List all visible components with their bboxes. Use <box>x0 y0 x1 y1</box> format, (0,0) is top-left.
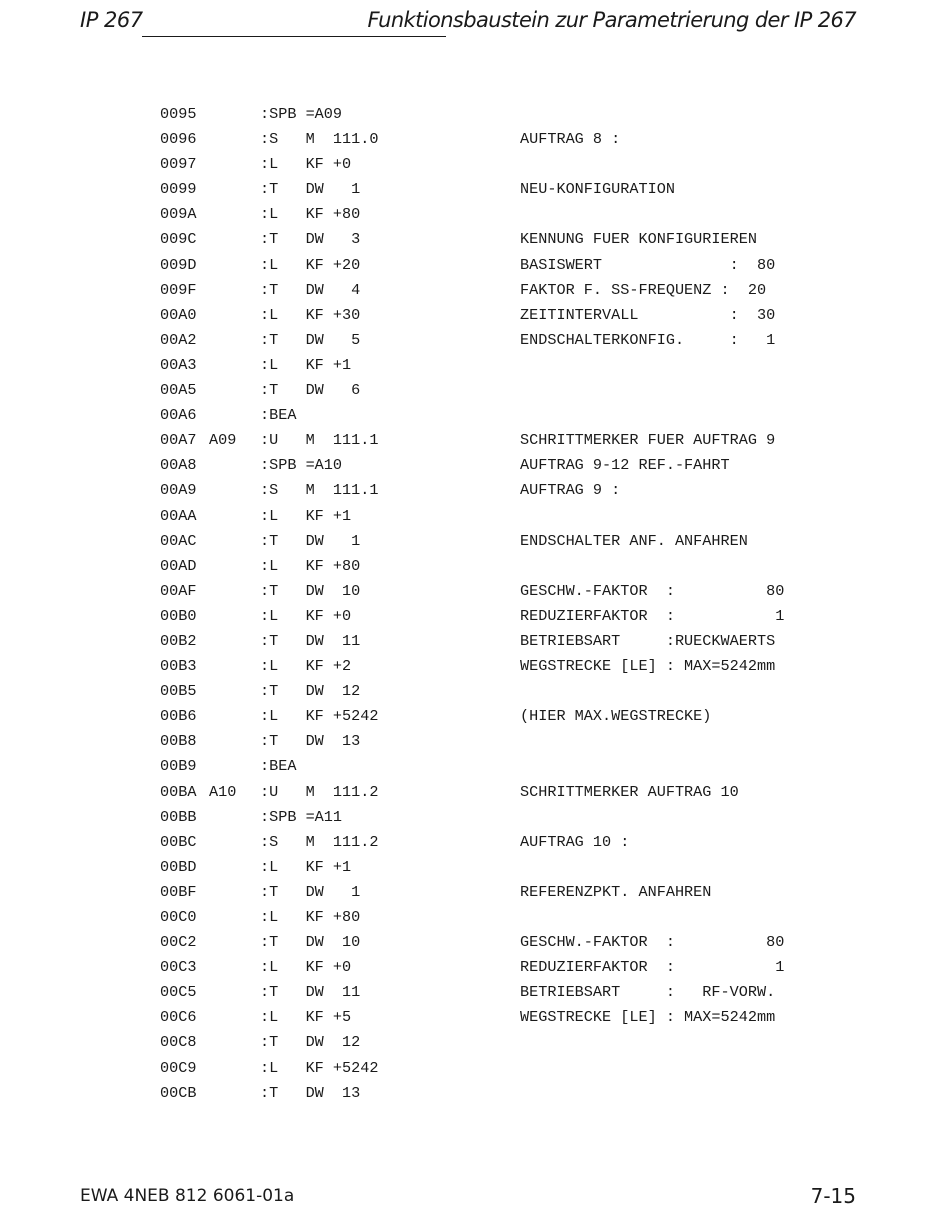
line-comment: WEGSTRECKE [LE] : MAX=5242mm <box>520 657 776 676</box>
line-comment: AUFTRAG 9-12 REF.-FAHRT <box>520 456 730 475</box>
code-line <box>160 754 860 779</box>
line-comment: BETRIEBSART : RF-VORW. <box>520 983 776 1002</box>
code-line <box>160 780 860 805</box>
line-address: 00AD <box>160 556 197 575</box>
line-address: 00BB <box>160 807 197 826</box>
line-address: 0097 <box>160 155 197 174</box>
line-instruction: :T DW 1 <box>260 531 361 550</box>
line-comment: KENNUNG FUER KONFIGURIEREN <box>520 230 757 249</box>
line-address: 00BD <box>160 857 197 876</box>
line-instruction: :L KF +30 <box>260 305 361 324</box>
line-instruction: :T DW 5 <box>260 330 361 349</box>
code-line <box>160 729 860 754</box>
line-label: A09 <box>209 431 237 450</box>
line-address: 00A2 <box>160 330 197 349</box>
line-address: 00BF <box>160 882 197 901</box>
header-title: Funktionsbaustein zur Parametrierung der IP 267 <box>367 8 856 32</box>
code-line <box>160 127 860 152</box>
code-line <box>160 905 860 930</box>
line-address: 00AC <box>160 531 197 550</box>
header-rule <box>142 36 446 37</box>
line-comment: REFERENZPKT. ANFAHREN <box>520 882 712 901</box>
line-instruction: :T DW 11 <box>260 631 361 650</box>
line-comment: NEU-KONFIGURATION <box>520 180 675 199</box>
line-instruction: :L KF +5 <box>260 1008 352 1027</box>
page-header <box>80 8 856 38</box>
line-instruction: :T DW 11 <box>260 983 361 1002</box>
line-instruction: :S M 111.2 <box>260 832 379 851</box>
code-line <box>160 177 860 202</box>
line-comment: ENDSCHALTERKONFIG. : 1 <box>520 330 776 349</box>
code-line <box>160 830 860 855</box>
line-instruction: :L KF +5242 <box>260 707 379 726</box>
footer-document-number: EWA 4NEB 812 6061-01a <box>80 1186 295 1206</box>
line-instruction: :T DW 13 <box>260 1083 361 1102</box>
code-line <box>160 654 860 679</box>
code-line <box>160 152 860 177</box>
line-comment: ENDSCHALTER ANF. ANFAHREN <box>520 531 748 550</box>
line-comment: ZEITINTERVALL : 30 <box>520 305 776 324</box>
code-line <box>160 629 860 654</box>
code-line <box>160 478 860 503</box>
line-address: 0095 <box>160 105 197 123</box>
code-line <box>160 805 860 830</box>
code-line <box>160 1005 860 1030</box>
line-instruction: :L KF +20 <box>260 255 361 274</box>
line-address: 00BC <box>160 832 197 851</box>
line-address: 00C9 <box>160 1058 197 1077</box>
code-line <box>160 504 860 529</box>
line-instruction: :SPB =A11 <box>260 807 343 826</box>
header-product-name: IP 267 <box>80 8 143 32</box>
code-line <box>160 202 860 227</box>
line-instruction: :T DW 3 <box>260 230 361 249</box>
code-line <box>160 704 860 729</box>
line-address: 00AF <box>160 581 197 600</box>
line-instruction: :U M 111.2 <box>260 782 379 801</box>
code-line <box>160 554 860 579</box>
line-address: 0099 <box>160 180 197 199</box>
code-line <box>160 955 860 980</box>
line-instruction: :T DW 4 <box>260 280 361 299</box>
code-line <box>160 453 860 478</box>
line-comment: REDUZIERFAKTOR : 1 <box>520 958 785 977</box>
line-address: 00C5 <box>160 983 197 1002</box>
line-comment: AUFTRAG 8 : <box>520 130 621 149</box>
line-instruction: :L KF +1 <box>260 506 352 525</box>
line-instruction: :T DW 10 <box>260 581 361 600</box>
line-comment: AUFTRAG 9 : <box>520 481 621 500</box>
line-comment: REDUZIERFAKTOR : 1 <box>520 606 785 625</box>
code-line <box>160 604 860 629</box>
line-address: 00A8 <box>160 456 197 475</box>
code-line <box>160 227 860 252</box>
code-line <box>160 1081 860 1106</box>
line-comment: (HIER MAX.WEGSTRECKE) <box>520 707 712 726</box>
line-address: 009A <box>160 205 197 224</box>
line-address: 00A3 <box>160 355 197 374</box>
line-instruction: :L KF +0 <box>260 606 352 625</box>
line-address: 00A5 <box>160 381 197 400</box>
line-address: 009C <box>160 230 197 249</box>
footer-page-number: 7-15 <box>810 1184 856 1208</box>
line-instruction: :T DW 12 <box>260 682 361 701</box>
line-instruction: :L KF +0 <box>260 958 352 977</box>
code-line <box>160 353 860 378</box>
line-comment: BASISWERT : 80 <box>520 255 776 274</box>
line-comment: GESCHW.-FAKTOR : 80 <box>520 933 785 952</box>
line-instruction: :T DW 10 <box>260 933 361 952</box>
code-line <box>160 980 860 1005</box>
code-line <box>160 102 860 127</box>
line-address: 00C8 <box>160 1033 197 1052</box>
line-comment: AUFTRAG 10 : <box>520 832 630 851</box>
line-instruction: :L KF +80 <box>260 205 361 224</box>
line-instruction: :T DW 13 <box>260 732 361 751</box>
line-address: 00C0 <box>160 908 197 926</box>
line-instruction: :BEA <box>260 757 297 776</box>
code-line <box>160 930 860 955</box>
line-address: 00C2 <box>160 933 197 952</box>
line-address: 00A9 <box>160 481 197 500</box>
line-instruction: :L KF +80 <box>260 908 361 926</box>
line-instruction: :S M 111.0 <box>260 130 379 149</box>
line-instruction: :T DW 12 <box>260 1033 361 1052</box>
line-instruction: :BEA <box>260 406 297 425</box>
code-line <box>160 1030 860 1055</box>
line-instruction: :S M 111.1 <box>260 481 379 500</box>
line-address: 00A7 <box>160 431 197 450</box>
line-address: 00B6 <box>160 707 197 726</box>
line-address: 009F <box>160 280 197 299</box>
line-comment: GESCHW.-FAKTOR : 80 <box>520 581 785 600</box>
code-line <box>160 278 860 303</box>
line-comment: SCHRITTMERKER FUER AUFTRAG 9 <box>520 431 776 450</box>
code-line <box>160 428 860 453</box>
code-line <box>160 679 860 704</box>
line-instruction: :T DW 6 <box>260 381 361 400</box>
line-address: 00A0 <box>160 305 197 324</box>
line-address: 00B2 <box>160 631 197 650</box>
line-instruction: :SPB =A10 <box>260 456 343 475</box>
line-address: 0096 <box>160 130 197 149</box>
line-address: 009D <box>160 255 197 274</box>
line-comment: FAKTOR F. SS-FREQUENZ : 20 <box>520 280 767 299</box>
line-address: 00B9 <box>160 757 197 776</box>
code-line <box>160 880 860 905</box>
line-instruction: :L KF +5242 <box>260 1058 379 1077</box>
code-line <box>160 303 860 328</box>
line-instruction: :L KF +1 <box>260 857 352 876</box>
line-address: 00BA <box>160 782 197 801</box>
line-instruction: :T DW 1 <box>260 882 361 901</box>
line-address: 00B3 <box>160 657 197 676</box>
line-address: 00A6 <box>160 406 197 425</box>
line-address: 00B5 <box>160 682 197 701</box>
code-line <box>160 1056 860 1081</box>
code-line <box>160 403 860 428</box>
code-line <box>160 855 860 880</box>
line-instruction: :L KF +80 <box>260 556 361 575</box>
line-address: 00AA <box>160 506 197 525</box>
code-listing <box>160 102 860 1106</box>
code-line <box>160 328 860 353</box>
line-address: 00CB <box>160 1083 197 1102</box>
line-instruction: :L KF +0 <box>260 155 352 174</box>
code-line <box>160 378 860 403</box>
code-line <box>160 529 860 554</box>
line-instruction: :L KF +1 <box>260 355 352 374</box>
line-comment: SCHRITTMERKER AUFTRAG 10 <box>520 782 739 801</box>
line-instruction: :L KF +2 <box>260 657 352 676</box>
line-instruction: :U M 111.1 <box>260 431 379 450</box>
line-instruction: :T DW 1 <box>260 180 361 199</box>
line-label: A10 <box>209 782 237 801</box>
line-comment: WEGSTRECKE [LE] : MAX=5242mm <box>520 1008 776 1027</box>
line-instruction: :SPB =A09 <box>260 105 343 123</box>
line-address: 00C3 <box>160 958 197 977</box>
line-address: 00C6 <box>160 1008 197 1027</box>
line-address: 00B0 <box>160 606 197 625</box>
line-address: 00B8 <box>160 732 197 751</box>
code-line <box>160 579 860 604</box>
code-line <box>160 253 860 278</box>
line-comment: BETRIEBSART :RUECKWAERTS <box>520 631 776 650</box>
